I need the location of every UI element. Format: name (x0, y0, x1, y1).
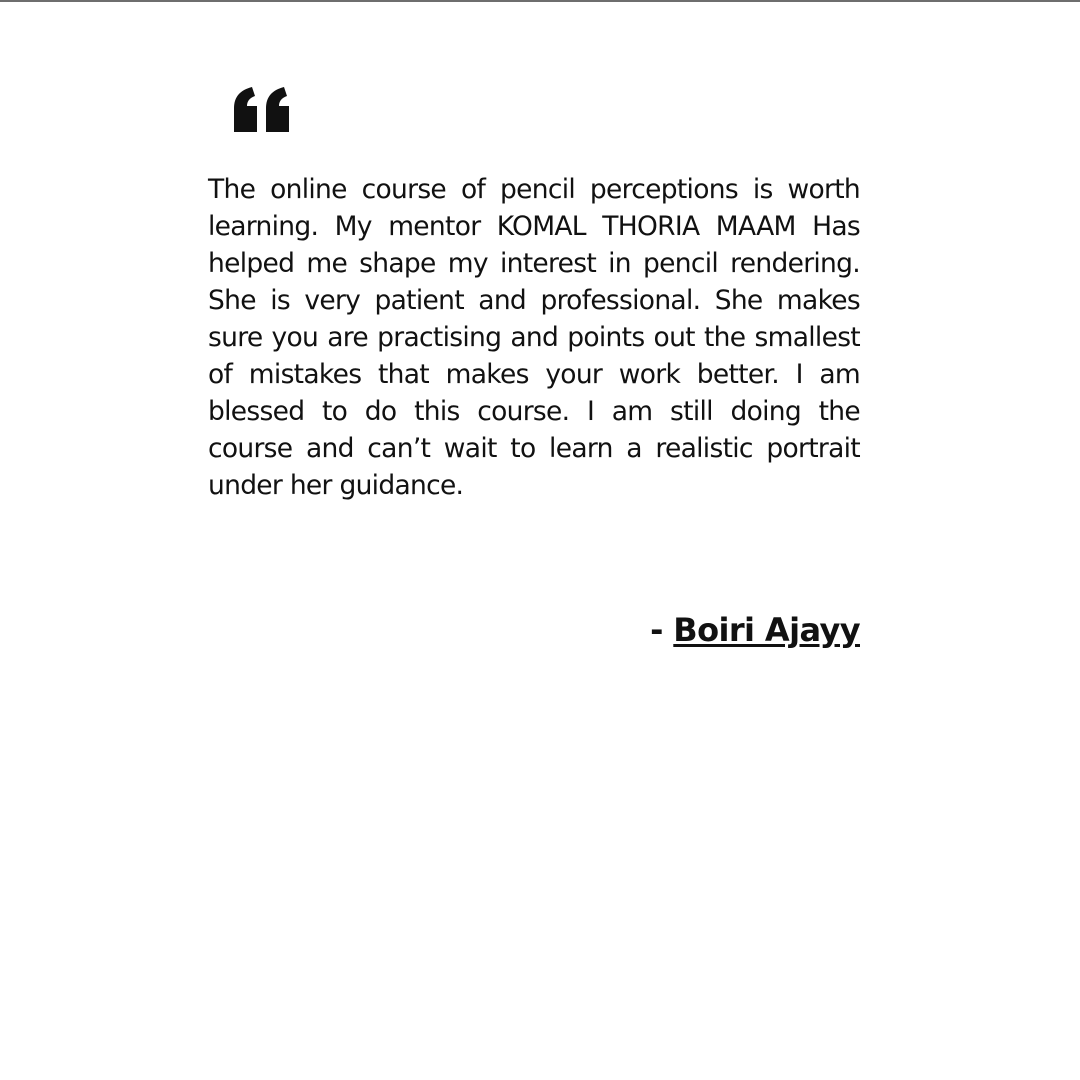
testimonial-text: The online course of pencil perceptions is worth learning. My mentor KOMAL THORIA MAAM Has helped me shape my interest in pencil rendering. She is very patient and professional. She makes sure you are practising and points out the smallest of mistakes that makes your work better. I am blessed to do this course. I am still doing the course and can’t wait to learn a realistic portrait under her guidance. (208, 174, 860, 501)
author-name: Boiri Ajayy (673, 611, 860, 649)
attribution-prefix: - (650, 611, 674, 649)
opening-quote-icon (232, 84, 292, 134)
attribution (208, 608, 860, 652)
